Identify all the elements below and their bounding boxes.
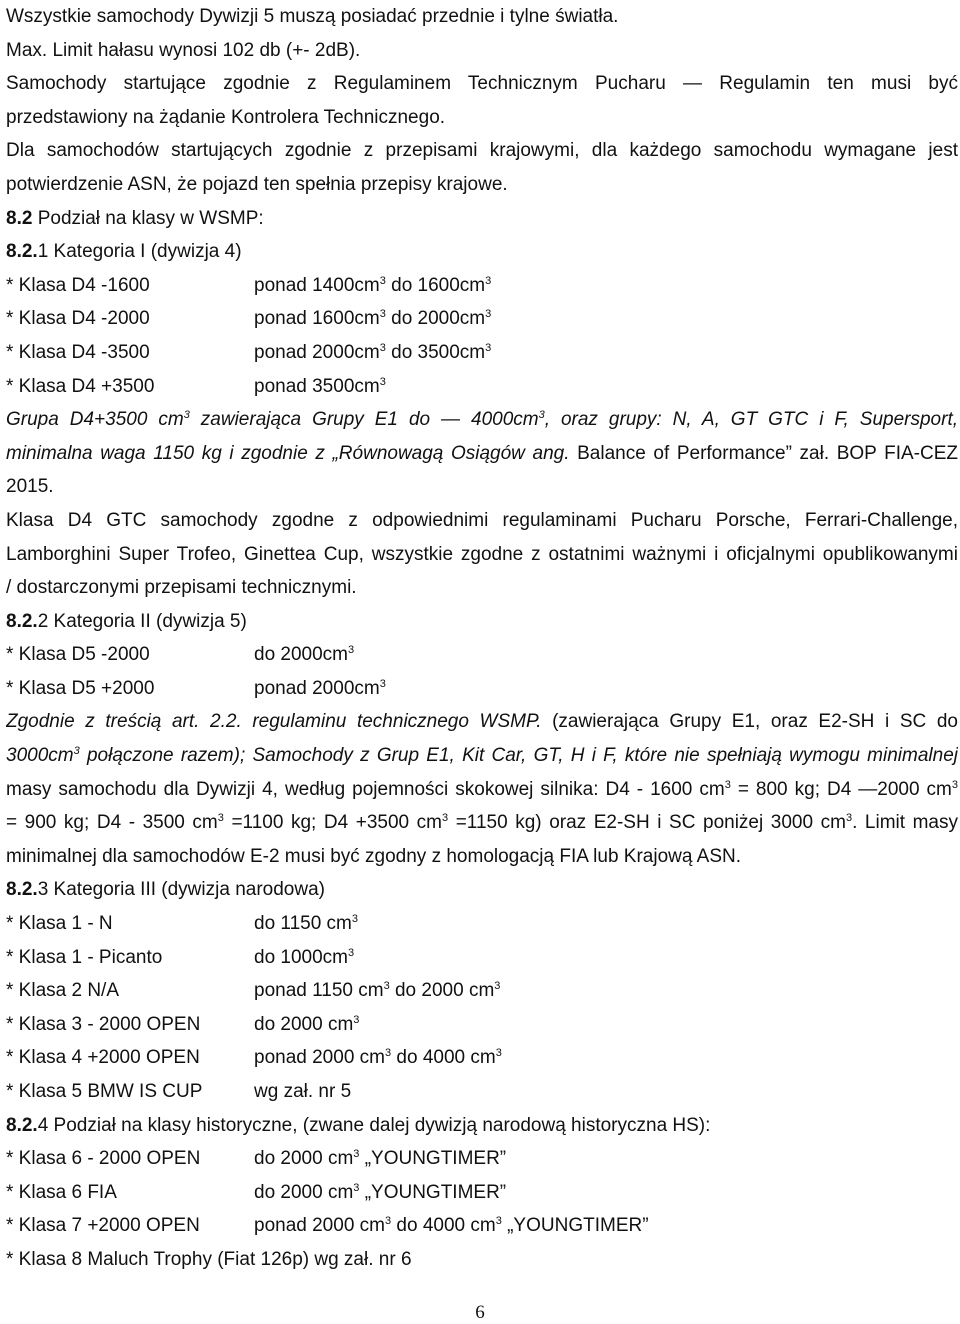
section-number: 8.2. (6, 241, 38, 263)
section-title: Podział na klasy historyczne, (zwane dalej dywizją narodową historyczna HS): (48, 1114, 711, 1136)
class-capacity: wg zał. nr 5 (254, 1081, 352, 1102)
class-label: * Klasa D5 -2000 (6, 644, 150, 666)
class-row-4-plus-2000-open (6, 1041, 958, 1075)
class-label: * Klasa 5 BMW IS CUP (6, 1081, 203, 1102)
section-heading-8-2-1 (6, 235, 958, 269)
paragraph-national-rules-line1: Dla samochodów startujących zgodnie z przepisami krajowymi, dla każdego samochodu wymagane jest (6, 140, 958, 162)
class-label: * Klasa 4 +2000 OPEN (6, 1047, 200, 1069)
document-page (6, 0, 958, 1277)
section-number-suffix: 2 (37, 610, 49, 632)
class-capacity: ponad 2000 $cm^3$ do 4000 $cm^3$ (254, 1047, 502, 1069)
section-number-suffix: 4 (37, 1114, 49, 1136)
paragraph-grupa-line1: Grupa D4+3500 $cm^3$ zawierająca Grupy E1 do — $4000cm^3$, oraz grupy: N, A, GT GTC i F, Supersport, (6, 408, 958, 431)
class-label: * Klasa 1 - N (6, 913, 113, 935)
class-label: * Klasa D4 +3500 (6, 375, 155, 397)
class-row-3-2000-open (6, 1008, 958, 1042)
class-row-d4-plus-3500 (6, 370, 958, 404)
section-heading-8-2-4 (6, 1109, 958, 1143)
paragraph-gtc-line1: Klasa D4 GTC samochody zgodne z odpowiednimi regulaminami Pucharu Porsche, Ferrari-Challenge, (6, 509, 958, 531)
class-label: * Klasa 1 - Picanto (6, 946, 163, 968)
section-number: 8.2 (6, 207, 33, 229)
paragraph-zgodnie-line4: = 900 kg; D4 - 3500 $cm^3 =1100$ kg; D4 +3500 $cm^3 =1150$ kg) oraz E2-SH i SC poniżej 3000 $cm^3$. Limit masy (6, 812, 958, 834)
section-title: Podział na klasy w WSMP: (32, 207, 264, 229)
class-row-d4-1600 (6, 269, 958, 303)
class-row-d4-3500 (6, 336, 958, 370)
section-title: Kategoria III (dywizja narodowa) (48, 879, 325, 901)
paragraph-noise-limit: Max. Limit hałasu wynosi 102 db (+- 2dB). (6, 39, 361, 61)
class-capacity: do 2000 $cm^3$ „YOUNGTIMER” (254, 1181, 507, 1203)
class-label: * Klasa D4 -3500 (6, 341, 150, 363)
class-label: * Klasa 2 N/A (6, 980, 119, 1002)
section-heading-8-2-3 (6, 873, 958, 907)
class-row-8-maluch-trophy: * Klasa 8 Maluch Trophy (Fiat 126p) wg zał. nr 6 (6, 1248, 412, 1270)
class-capacity: ponad $1600cm^3$ do $2000cm^3$ (254, 308, 492, 330)
class-label: * Klasa 7 +2000 OPEN (6, 1215, 200, 1237)
section-title: Kategoria II (dywizja 5) (48, 610, 247, 632)
class-capacity: do $2000cm^3$ (254, 644, 355, 666)
class-capacity: ponad $2000cm^3$ do $3500cm^3$ (254, 341, 492, 363)
class-row-2-na (6, 974, 958, 1008)
class-capacity: ponad 1150 $cm^3$ do 2000 $cm^3$ (254, 980, 501, 1002)
class-capacity: ponad 2000 $cm^3$ do 4000 $cm^3$ „YOUNGTIMER” (254, 1215, 649, 1237)
class-row-1-n (6, 907, 958, 941)
section-title: Kategoria I (dywizja 4) (48, 241, 242, 263)
class-capacity: ponad $3500cm^3$ (254, 375, 386, 397)
paragraph-national-rules-line2: potwierdzenie ASN, że pojazd ten spełnia przepisy krajowe. (6, 173, 508, 195)
class-label: * Klasa 6 FIA (6, 1181, 117, 1203)
class-label: * Klasa D4 -1600 (6, 274, 150, 296)
paragraph-zgodnie-line5: minimalnej dla samochodów E-2 musi być zgodny z homologacją FIA lub Krajową ASN. (6, 845, 742, 867)
section-number: 8.2. (6, 610, 38, 632)
section-number-suffix: 1 (37, 241, 49, 263)
class-label: * Klasa 3 - 2000 OPEN (6, 1013, 201, 1035)
paragraph-lights: Wszystkie samochody Dywizji 5 muszą posiadać przednie i tylne światła. (6, 6, 619, 27)
paragraph-grupa-line2: minimalna waga 1150 kg i zgodnie z „Równowagą Osiągów ang. Balance of Performance” zał. BOP FIA-CEZ (6, 442, 958, 464)
class-row-7-plus-2000-open (6, 1209, 958, 1243)
paragraph-zgodnie-line2: $3000cm^3$ połączone razem); Samochody z Grup E1, Kit Car, GT, H i F, które nie spełniają wymogu minimalnej (6, 744, 958, 767)
class-row-d4-2000 (6, 302, 958, 336)
class-capacity: ponad $1400cm^3$ do $1600cm^3$ (254, 274, 492, 296)
section-number-suffix: 3 (37, 879, 49, 901)
paragraph-cup-regulations-line1: Samochody startujące zgodnie z Regulaminem Technicznym Pucharu — Regulamin ten musi być (6, 73, 958, 95)
section-number: 8.2. (6, 879, 38, 901)
class-label: * Klasa D5 +2000 (6, 677, 155, 699)
section-heading-8-2-2 (6, 605, 958, 639)
class-capacity: do 2000 $cm^3$ „YOUNGTIMER” (254, 1148, 507, 1170)
section-heading-8-2 (6, 202, 958, 236)
class-row-1-picanto (6, 941, 958, 975)
paragraph-gtc-line3: / dostarczonymi przepisami technicznymi. (6, 577, 357, 599)
class-row-d5-2000 (6, 638, 958, 672)
class-capacity: do 2000 $cm^3$ (254, 1013, 360, 1035)
class-capacity: do $1000cm^3$ (254, 946, 355, 968)
paragraph-cup-regulations-line2: przedstawiony na żądanie Kontrolera Technicznego. (6, 106, 446, 128)
page-number: 6 (475, 1302, 485, 1323)
class-capacity: ponad $2000cm^3$ (254, 677, 386, 699)
paragraph-grupa-line3: 2015. (6, 476, 54, 498)
class-capacity: do 1150 $cm^3$ (254, 912, 359, 935)
class-label: * Klasa D4 -2000 (6, 308, 150, 330)
class-row-d5-plus-2000 (6, 672, 958, 706)
class-row-6-2000-open (6, 1142, 958, 1176)
paragraph-zgodnie-line3: masy samochodu dla Dywizji 4, według pojemności skokowej silnika: D4 - 1600 $cm^3 = 800$ kg; D4 —2000 $cm^3$ (6, 778, 958, 800)
paragraph-gtc-line2: Lamborghini Super Trofeo, Ginettea Cup, wszystkie zgodne z ostatnimi ważnymi i oficjalnymi opublikowanymi (6, 543, 958, 565)
class-row-6-fia (6, 1176, 958, 1210)
section-number: 8.2. (6, 1114, 38, 1136)
class-label: * Klasa 6 - 2000 OPEN (6, 1148, 201, 1170)
paragraph-zgodnie-line1: Zgodnie z treścią art. 2.2. regulaminu technicznego WSMP. (zawierająca Grupy E1, oraz E2-SH i SC do (6, 711, 958, 733)
class-row-5-bmw-is-cup (6, 1075, 958, 1109)
